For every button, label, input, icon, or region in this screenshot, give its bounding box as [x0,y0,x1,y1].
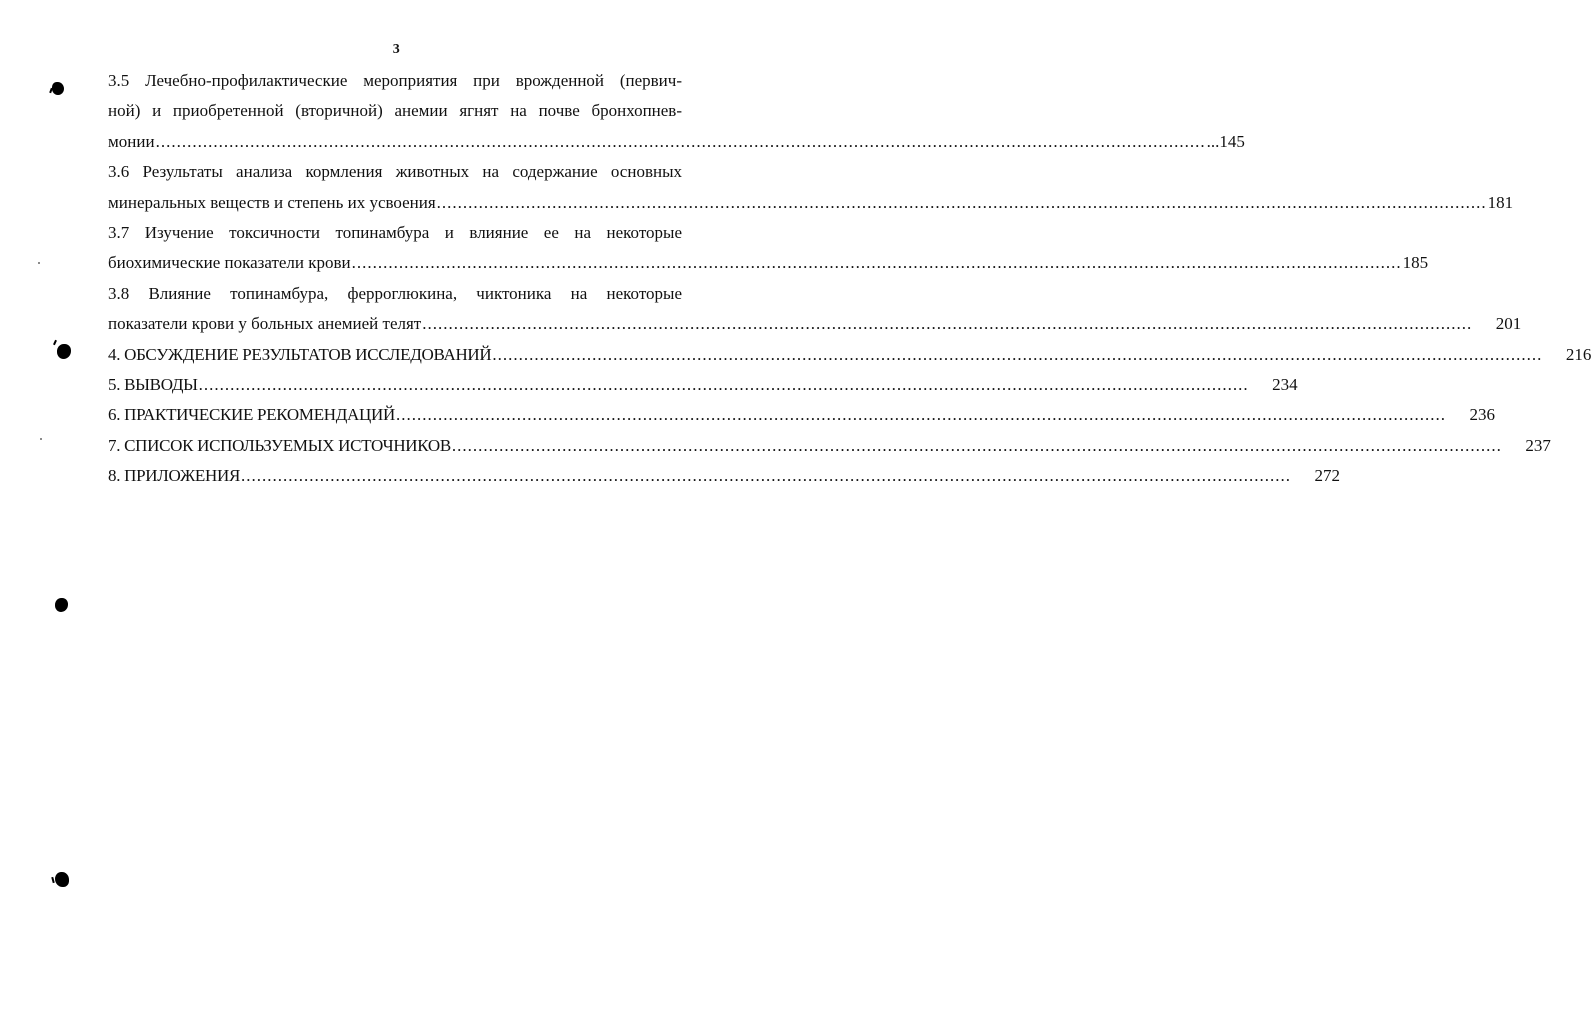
toc-entry-line: ной) и приобретенной (вторичной) анемии ягнят на почве бронхопнев- [108,101,682,121]
toc-page-number: ...145 [1206,131,1245,151]
toc-main-entries [108,340,1591,492]
toc-entry-line: 3.7 Изучение токсичности топинамбура и влияние ее на некоторые [108,222,682,242]
toc-entry-text: 5. ВЫВОДЫ [108,374,198,394]
toc-page-number: 236 [1469,405,1495,425]
toc-entry-text: 7. СПИСОК ИСПОЛЬЗУЕМЫХ ИСТОЧНИКОВ [108,435,451,455]
toc-entry-last-line [108,127,1245,157]
toc-entry-text: показатели крови у больных анемией телят [108,314,422,334]
toc-page-number: 234 [1272,374,1298,394]
binder-hole-mark [55,598,68,612]
scan-speck [38,262,40,264]
toc-entry-3-5 [108,66,1245,157]
toc-page-number: 272 [1314,466,1341,486]
toc-entry-3-6 [108,157,1514,218]
toc-entry-3-7 [108,218,1429,279]
toc-main-entry [108,461,1341,491]
toc-main-entry [108,400,1495,430]
toc-page-number: 181 [1487,192,1514,212]
toc-entry-line: 3.5 Лечебно-профилактические мероприятия при врожденной (первич- [108,71,682,90]
dot-leader: ........................................................................................................................................................................................................ [422,314,1473,334]
toc-entry-line: 3.8 Влияние топинамбура, ферроглюкина, чиктоника на некоторые [108,283,682,303]
toc-page-number: 185 [1402,253,1429,273]
dot-leader: ........................................................................................................................................................................................................ [436,192,1487,212]
toc-entry-3-8 [108,279,1522,340]
toc-entry-line: 3.6 Результаты анализа кормления животных на содержание основных [108,162,682,182]
toc-entry-text: минеральных веществ и степень их усвоения [108,192,436,212]
toc-page-number: 216 [1565,344,1591,364]
toc-entry-last-line [108,309,1522,339]
toc-main-entry [108,370,1298,400]
toc-entry-text: 4. ОБСУЖДЕНИЕ РЕЗУЛЬТАТОВ ИССЛЕДОВАНИЙ [108,344,492,364]
toc-entry-text: биохимические показатели крови [108,253,351,273]
dot-leader: ........................................................................................................................................................................................................ [492,344,1543,364]
toc-entry-last-line [108,188,1514,218]
toc-entry-text: 8. ПРИЛОЖЕНИЯ [108,466,241,486]
toc-main-entry [108,340,1591,370]
toc-page-number: 201 [1495,314,1522,334]
table-of-contents [108,66,1591,491]
toc-main-entry [108,431,1551,461]
toc-page-number: 237 [1525,435,1551,455]
scan-speck [40,438,42,440]
dot-leader: ........................................................................................................................................................................................................ [395,405,1446,425]
dot-leader: ........................................................................................................................................................................................................ [451,435,1502,455]
toc-entry-text: 6. ПРАКТИЧЕСКИЕ РЕКОМЕНДАЦИЙ [108,405,395,425]
scan-mark [53,340,57,345]
page-number: 3 [392,42,401,57]
dot-leader: ........................................................................................................................................................................................................ [198,374,1249,394]
binder-hole-mark [55,872,69,887]
dot-leader: ........................................................................................................................................................................................................ [351,253,1402,273]
binder-hole-mark [52,82,64,95]
toc-entry-last-line [108,248,1429,278]
toc-entry-text: монии [108,131,155,151]
binder-hole-mark [57,344,71,359]
dot-leader: ........................................................................................................................................................................................................ [241,466,1292,486]
dot-leader: ........................................................................................................................................................................................................ [155,131,1206,151]
